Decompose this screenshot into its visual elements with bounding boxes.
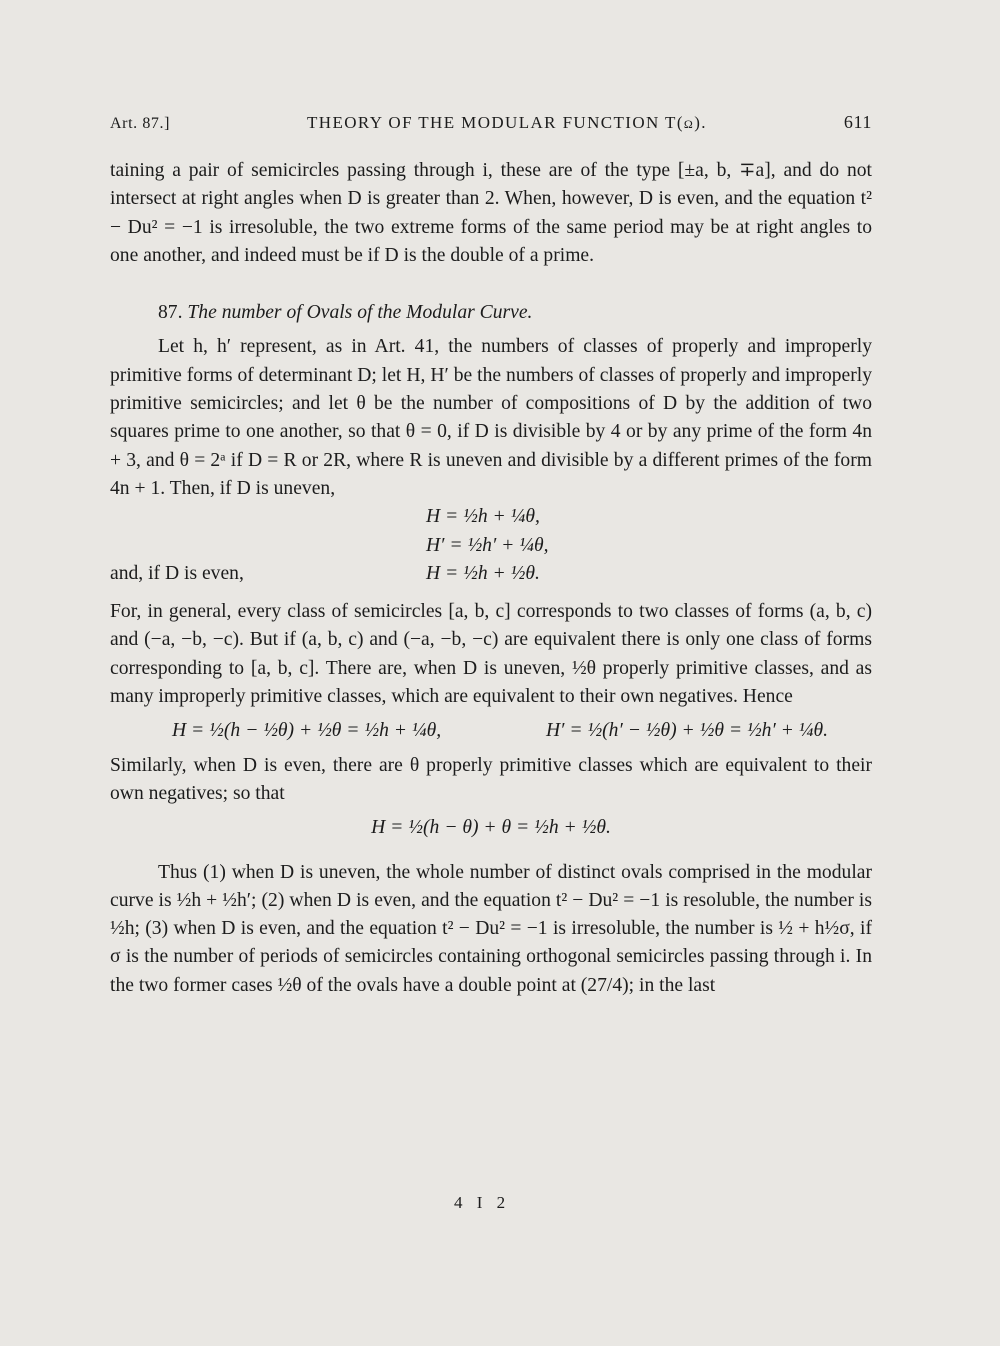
equation-line (110, 503, 872, 531)
equation-lead-text: and, if D is even, (110, 562, 244, 584)
page-number: 611 (843, 112, 872, 132)
page-body (110, 157, 872, 1000)
equation-line (110, 532, 872, 560)
paragraph-continuation: taining a pair of semicircles passing through i, these are of the type [±a, b, ∓a], and do not intersect at right angles when D is greater than 2. When, however, D is even, and the equation t² − Du² = −1 is irresoluble, the two extreme forms of the same period may be at right angles to one another, and indeed must be if D is the double of a prime. (110, 160, 872, 266)
equation-h: H = ½h + ¼θ, (426, 506, 540, 528)
running-title: THEORY OF THE MODULAR FUNCTION T(ω). (306, 113, 707, 132)
running-header (110, 112, 872, 133)
paragraph-conclusion: Thus (1) when D is uneven, the whole number of distinct ovals comprised in the modular curve is ½h + ½h′; (2) when D is even, and the equation t² − Du² = −1 is resoluble, the number is ½h; (3) when D is even, and the equation t² − Du² = −1 is irresoluble, the number is ½ + h½σ, if σ is the number of periods of semicircles containing orthogonal semicircles passing through i. In the two former cases ½θ of the ovals have a double point at (27/4); in the last (110, 861, 872, 996)
paragraph-reasoning: For, in general, every class of semicircles [a, b, c] corresponds to two classes of forms (a, b, c) and (−a, −b, −c). But if (a, b, c) and (−a, −b, −c) are equivalent there is only one class of forms corresponding to [a, b, c]. There are, when D is uneven, ½θ properly primitive classes, and as many improperly primitive classes, which are equivalent to their own negatives. Hence (110, 601, 872, 708)
spacer (110, 588, 872, 598)
article-reference: Art. 87.] (110, 115, 171, 132)
equation-h-derivation: H = ½(h − ½θ) + ½θ = ½h + ¼θ, (172, 720, 442, 742)
section-title: The number of Ovals of the Modular Curve. (187, 302, 533, 324)
equation-pair (110, 717, 872, 745)
equation-line (110, 560, 872, 588)
spacer (110, 270, 872, 299)
equation-h-prime: H′ = ½h′ + ¼θ, (426, 534, 549, 556)
signature-mark: 4 I 2 (454, 1193, 511, 1212)
spacer (110, 849, 872, 859)
equation-h-even-derivation: H = ½(h − θ) + θ = ½h + ½θ. (371, 817, 611, 839)
equation-h-prime-derivation: H′ = ½(h′ − ½θ) + ½θ = ½h′ + ¼θ. (546, 720, 828, 742)
paragraph-definitions: Let h, h′ represent, as in Art. 41, the numbers of classes of properly and improperly primitive forms of determinant D; let H, H′ be the numbers of classes of properly and improperly primitive semicircles; and let θ be the number of compositions of D by the addition of two squares prime to one another, so that θ = 0, if D is divisible by 4 or by any prime of the form 4n + 3, and θ = 2ᵃ if D = R or 2R, where R is uneven and divisible by a different primes of the form 4n + 1. Then, if D is uneven, (110, 336, 872, 499)
equation-h-even: H = ½h + ½θ. (426, 562, 540, 584)
paragraph-similarly: Similarly, when D is even, there are θ properly primitive classes which are equivalent to their own negatives; so that (110, 754, 872, 804)
section-number: 87. (158, 302, 183, 324)
section-heading (110, 299, 872, 327)
